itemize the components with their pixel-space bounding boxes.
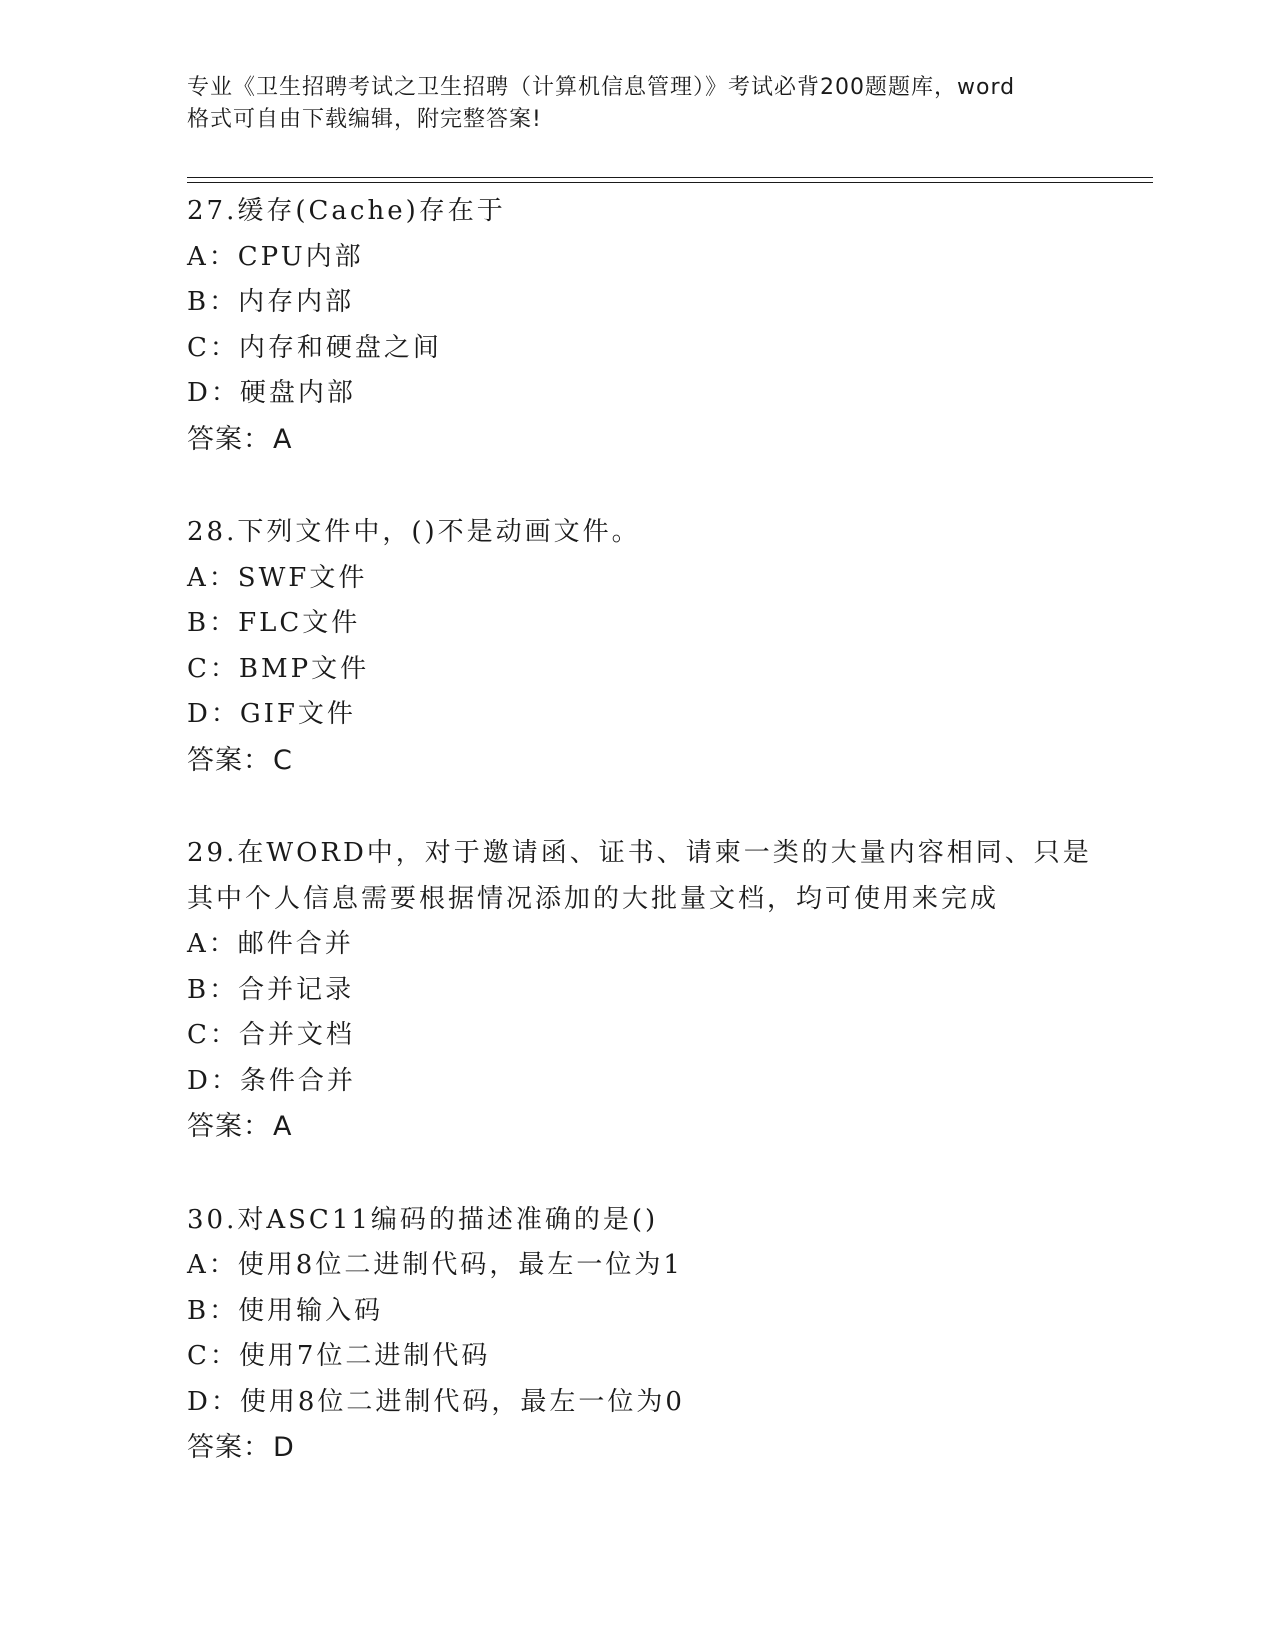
answer xyxy=(187,738,1147,784)
option-b: B：FLC文件 xyxy=(187,608,361,638)
option-b: B：内存内部 xyxy=(187,287,355,317)
option-a: A：SWF文件 xyxy=(187,562,368,593)
option-c: C：使用7位二进制代码 xyxy=(187,1341,491,1371)
option-c: C：BMP文件 xyxy=(187,653,370,684)
answer-value: D xyxy=(273,1432,295,1463)
answer-label: 答案： xyxy=(187,1432,271,1463)
option-a: A：邮件合并 xyxy=(187,929,354,959)
option-a: A：CPU内部 xyxy=(187,241,364,272)
question-stem: 27.缓存(Cache)存在于 xyxy=(187,196,506,226)
question-stem: 28.下列文件中，()不是动画文件。 xyxy=(187,517,641,547)
option-c: C：合并文档 xyxy=(187,1020,355,1050)
answer xyxy=(187,1104,1147,1150)
question-27 xyxy=(187,189,1147,462)
question-stem-line-1: 29.在WORD中，对于邀请函、证书、请柬一类的大量内容相同、只是 xyxy=(187,838,1092,868)
question-28 xyxy=(187,510,1147,783)
option-d: D：使用8位二进制代码，最左一位为0 xyxy=(187,1386,685,1417)
answer xyxy=(187,417,1147,463)
option-d: D：GIF文件 xyxy=(187,699,356,729)
answer-label: 答案： xyxy=(187,1111,271,1142)
option-b: B：使用输入码 xyxy=(187,1295,384,1326)
option-d: D：条件合并 xyxy=(187,1065,356,1096)
document-header xyxy=(187,72,1087,136)
header-line-1: 专业《卫生招聘考试之卫生招聘（计算机信息管理）》考试必背200题题库，word xyxy=(187,75,1016,100)
header-divider-top xyxy=(187,177,1153,178)
header-divider-bottom xyxy=(187,182,1153,183)
answer xyxy=(187,1425,1147,1471)
question-stem-line-2: 其中个人信息需要根据情况添加的大批量文档，均可使用来完成 xyxy=(187,883,1000,914)
question-stem: 30.对ASC11编码的描述准确的是() xyxy=(187,1204,659,1235)
question-29 xyxy=(187,831,1147,1150)
question-list xyxy=(187,189,1147,1519)
header-line-2: 格式可自由下载编辑，附完整答案! xyxy=(187,107,542,132)
answer-value: A xyxy=(273,1111,293,1142)
answer-value: A xyxy=(273,423,293,455)
answer-label: 答案： xyxy=(187,423,271,455)
option-c: C：内存和硬盘之间 xyxy=(187,332,442,363)
option-b: B：合并记录 xyxy=(187,974,355,1005)
answer-label: 答案： xyxy=(187,744,271,776)
option-d: D：硬盘内部 xyxy=(187,378,356,408)
answer-value: C xyxy=(273,744,293,776)
question-30 xyxy=(187,1198,1147,1471)
option-a: A：使用8位二进制代码，最左一位为1 xyxy=(187,1250,683,1280)
